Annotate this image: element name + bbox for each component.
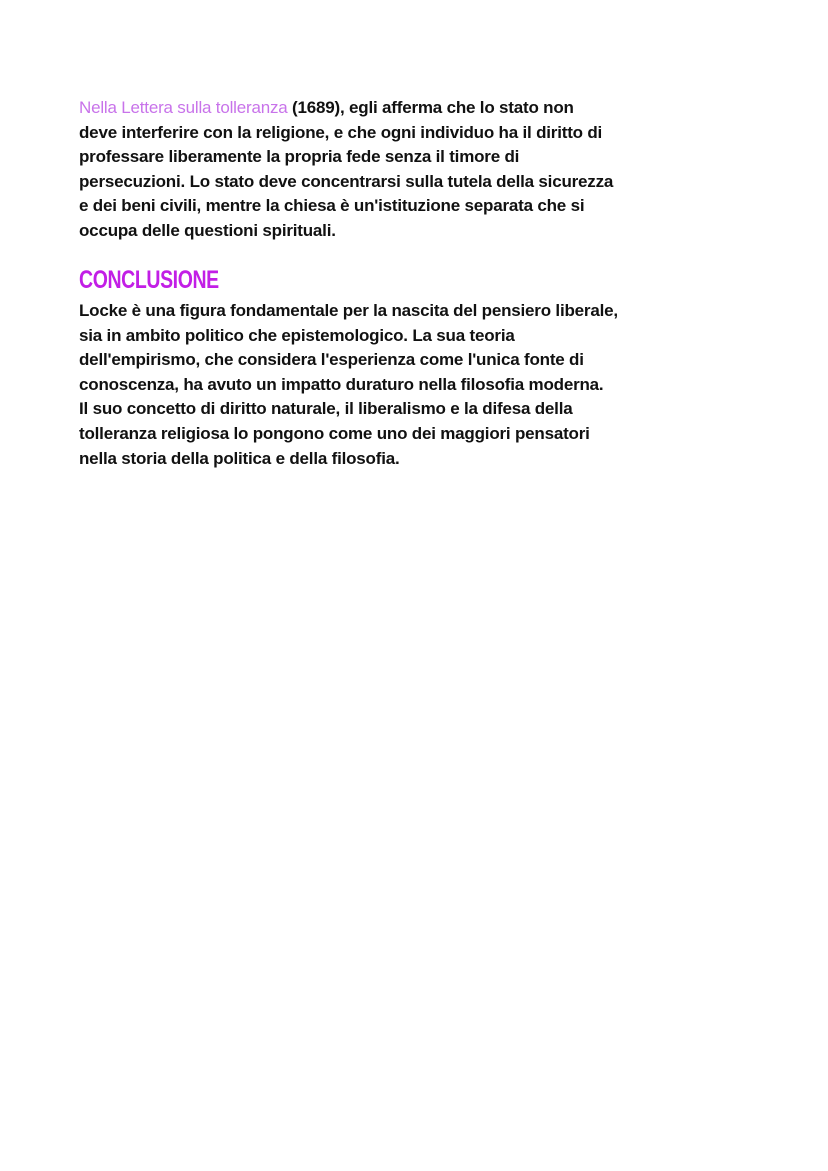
paragraph-line: persecuzioni. Lo stato deve concentrarsi sulla tutela della sicurezza [79,171,614,191]
tolerance-paragraph [79,96,613,244]
paragraph-line [79,96,613,121]
paragraph-line: tolleranza religiosa lo pongono come uno dei maggiori pensatori [79,423,590,443]
conclusion-heading: CONCLUSIONE [79,266,219,294]
paragraph-line: dell'empirismo, che considera l'esperienza come l'unica fonte di [79,350,584,370]
paragraph-line: conoscenza, ha avuto un impatto duraturo nella filosofia moderna. [79,374,604,394]
paragraph-line: nella storia della politica e della filosofia. [79,448,400,468]
highlighted-title: Nella Lettera sulla tolleranza [79,98,288,117]
paragraph-line: sia in ambito politico che epistemologico. La sua teoria [79,325,515,345]
paragraph-line: Il suo concetto di diritto naturale, il liberalismo e la difesa della [79,399,573,419]
paragraph-line: occupa delle questioni spirituali. [79,220,336,240]
paragraph-line: Locke è una figura fondamentale per la nascita del pensiero liberale, [79,301,618,320]
paragraph-line: e dei beni civili, mentre la chiesa è un'istituzione separata che si [79,196,585,216]
line-text: (1689), egli afferma che lo stato non [287,98,574,117]
paragraph-line: professare liberamente la propria fede senza il timore di [79,147,520,167]
paragraph-line: deve interferire con la religione, e che ogni individuo ha il diritto di [79,122,603,142]
conclusion-paragraph [79,299,618,471]
